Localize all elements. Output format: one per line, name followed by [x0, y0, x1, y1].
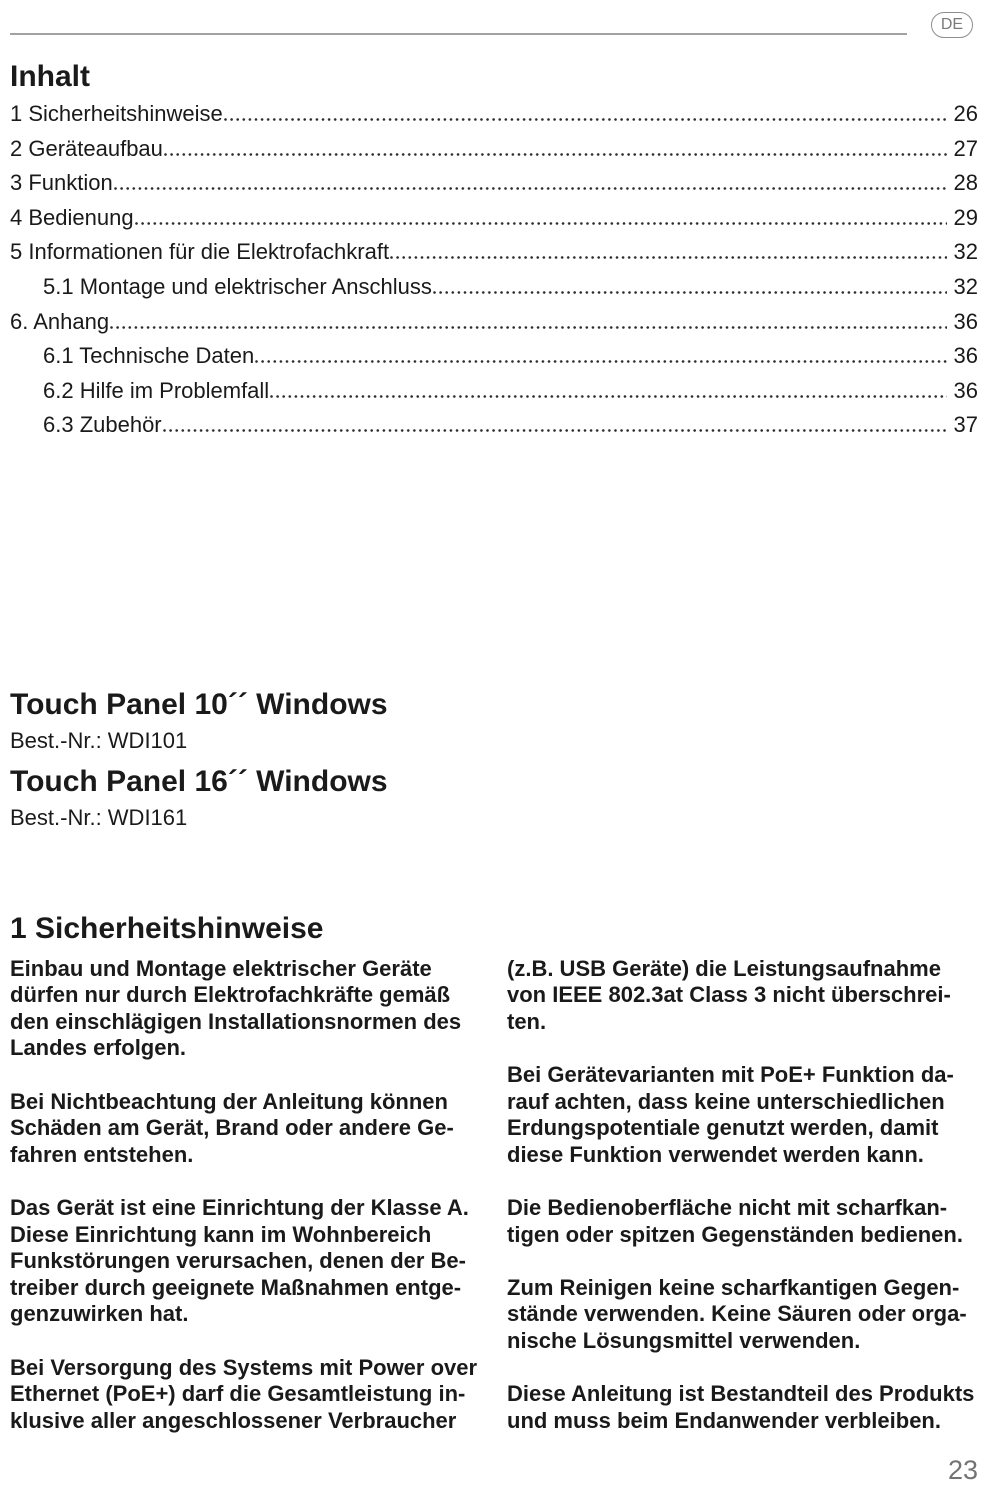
- paragraph-line: (z.B. USB Geräte) die Leistungsaufnahme: [507, 955, 941, 981]
- paragraph-line: ten.: [507, 1008, 547, 1034]
- toc-entry-label: 6.1 Technische Daten: [43, 343, 255, 369]
- paragraph: [507, 1275, 985, 1355]
- paragraph-line: Bei Gerätevarianten mit PoE+ Funktion da-: [507, 1062, 954, 1088]
- paragraph-line: klusive aller angeschlossener Verbraucher: [10, 1407, 457, 1433]
- toc-subentry: [10, 339, 978, 374]
- paragraph: [507, 1195, 985, 1248]
- paragraph-line: tigen oder spitzen Gegenständen bedienen.: [507, 1221, 963, 1247]
- toc-entry-label: 6.2 Hilfe im Problemfall: [43, 377, 270, 403]
- toc-entry: [10, 97, 978, 132]
- paragraph-line: Zum Reinigen keine scharfkantigen Gegen-: [507, 1274, 960, 1300]
- toc-dot-leader: [135, 222, 947, 225]
- paragraph-line: und muss beim Endanwender verbleiben.: [507, 1407, 941, 1433]
- paragraph-line: diese Funktion verwendet werden kann.: [507, 1141, 924, 1167]
- paragraph-line: nische Lösungsmittel verwenden.: [507, 1328, 861, 1353]
- paragraph: [10, 1355, 490, 1435]
- toc-entry-page: 32: [953, 239, 978, 265]
- toc-entry-label: 5.1 Montage und elektrischer Anschluss: [43, 273, 432, 299]
- toc-entry: [10, 201, 978, 236]
- toc-subentry: [10, 408, 978, 443]
- paragraph: [507, 1062, 985, 1168]
- toc-entry-page: 26: [953, 101, 978, 126]
- paragraph: [507, 956, 985, 1036]
- paragraph-line: Diese Einrichtung kann im Wohnbereich: [10, 1221, 432, 1247]
- toc-subentry: [10, 374, 978, 409]
- toc-entry-label: 2 Geräteaufbau: [10, 135, 163, 161]
- left-column: [10, 956, 490, 1461]
- right-column: [507, 956, 985, 1461]
- toc-dot-leader: [114, 187, 947, 190]
- toc-entry: [10, 305, 978, 340]
- toc-entry: [10, 235, 978, 270]
- paragraph: [10, 1195, 490, 1328]
- paragraph-line: Funkstörungen verursachen, denen der Be-: [10, 1248, 466, 1274]
- toc-entry-page: 36: [953, 377, 978, 403]
- paragraph-line: treiber durch geeignete Maßnahmen entge-: [10, 1274, 462, 1300]
- paragraph-line: fahren entstehen.: [10, 1141, 194, 1167]
- toc-entry-label: 1 Sicherheitshinweise: [10, 101, 223, 126]
- toc-dot-leader: [390, 256, 946, 259]
- paragraph-line: Bei Nichtbeachtung der Anleitung können: [10, 1088, 448, 1114]
- paragraph-line: den einschlägigen Installationsnormen des: [10, 1008, 462, 1034]
- toc-dot-leader: [433, 291, 947, 294]
- paragraph-line: Ethernet (PoE+) darf die Gesamtleistung in-: [10, 1381, 466, 1407]
- paragraph: [507, 1381, 985, 1434]
- toc-entry-label: 3 Funktion: [10, 170, 113, 196]
- product-order-number: Best.-Nr.: WDI101: [10, 728, 188, 753]
- toc-entry-page: 27: [953, 135, 978, 161]
- paragraph-line: Erdungspotentiale genutzt werden, damit: [507, 1115, 939, 1141]
- section-title: 1 Sicherheitshinweise: [10, 912, 324, 945]
- toc-entry-page: 36: [953, 343, 978, 369]
- toc-entry-page: 29: [953, 204, 978, 230]
- language-badge: DE: [931, 12, 973, 38]
- toc-entry-label: 6.3 Zubehör: [43, 412, 162, 438]
- paragraph-line: Landes erfolgen.: [10, 1035, 187, 1061]
- toc-entry-label: 4 Bedienung: [10, 204, 134, 230]
- toc-entry-page: 28: [953, 170, 978, 196]
- paragraph-line: stände verwenden. Keine Säuren oder orga-: [507, 1301, 967, 1327]
- toc-title: Inhalt: [10, 60, 90, 93]
- paragraph-line: Die Bedienoberfläche nicht mit scharfkan-: [507, 1195, 948, 1221]
- toc-entry-page: 32: [953, 273, 978, 299]
- paragraph-line: rauf achten, dass keine unterschiedlichen: [507, 1088, 945, 1114]
- paragraph: [10, 956, 490, 1062]
- toc-list: [10, 97, 978, 443]
- toc-entry: [10, 132, 978, 167]
- paragraph-line: Schäden am Gerät, Brand oder andere Ge-: [10, 1115, 454, 1141]
- toc-dot-leader: [164, 153, 947, 156]
- paragraph-line: dürfen nur durch Elektrofachkräfte gemäß: [10, 982, 451, 1008]
- toc-subentry: [10, 270, 978, 305]
- paragraph-line: Einbau und Montage elektrischer Geräte: [10, 955, 432, 981]
- toc-entry: [10, 166, 978, 201]
- paragraph-line: Diese Anleitung ist Bestandteil des Produkts: [507, 1381, 975, 1407]
- toc-dot-leader: [110, 326, 946, 329]
- header-rule: [10, 33, 907, 35]
- toc-entry-page: 36: [953, 308, 978, 334]
- page-number: 23: [947, 1455, 978, 1485]
- product-name: Touch Panel 10´´ Windows: [10, 688, 388, 721]
- toc-dot-leader: [224, 118, 947, 121]
- paragraph: [10, 1089, 490, 1169]
- paragraph-line: Das Gerät ist eine Einrichtung der Klasse A.: [10, 1195, 469, 1221]
- product-name: Touch Panel 16´´ Windows: [10, 765, 388, 798]
- toc-entry-page: 37: [953, 412, 978, 438]
- toc-entry-label: 5 Informationen für die Elektrofachkraft: [10, 239, 390, 265]
- paragraph-line: genzuwirken hat.: [10, 1301, 189, 1327]
- toc-entry-label: 6. Anhang: [10, 308, 110, 334]
- paragraph-line: von IEEE 802.3at Class 3 nicht überschrei-: [507, 982, 951, 1008]
- toc-dot-leader: [270, 395, 946, 398]
- product-block: [10, 687, 388, 841]
- paragraph-line: Bei Versorgung des Systems mit Power over: [10, 1354, 478, 1380]
- toc-dot-leader: [255, 360, 946, 363]
- toc-dot-leader: [163, 429, 947, 432]
- product-order-number: Best.-Nr.: WDI161: [10, 805, 188, 830]
